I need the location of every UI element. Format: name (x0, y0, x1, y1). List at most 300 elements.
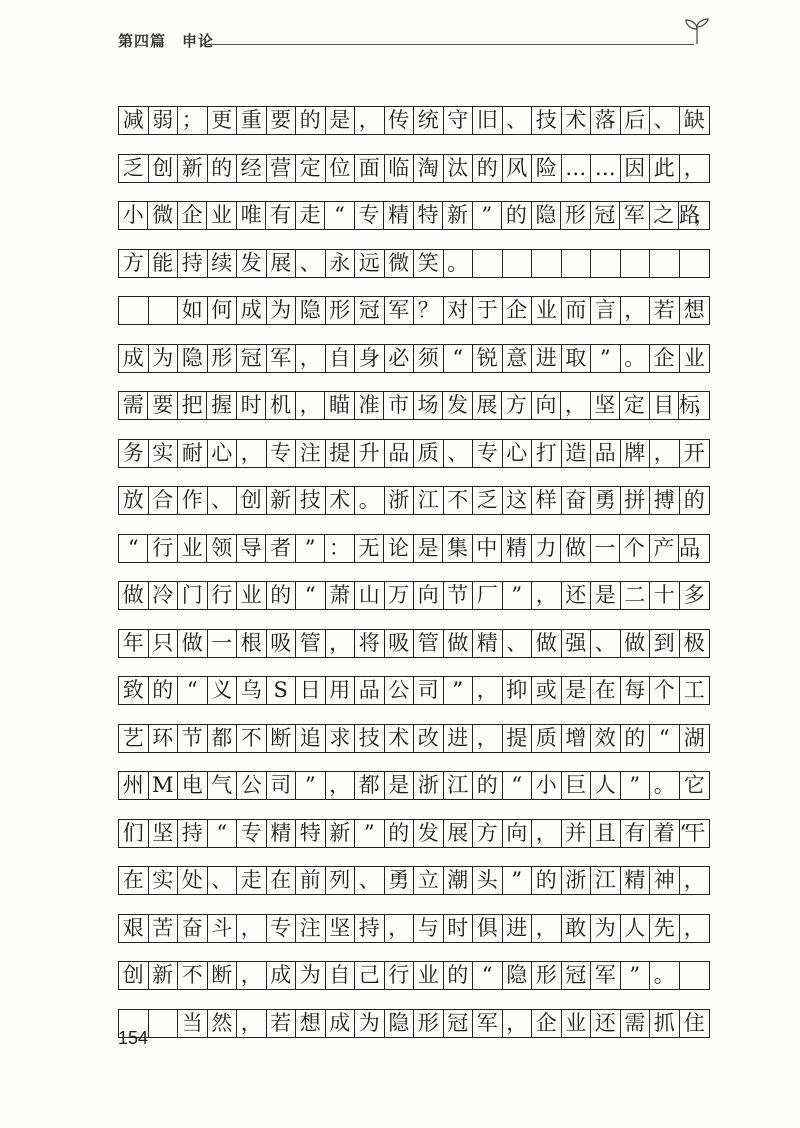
essay-grid (118, 106, 710, 1056)
grid-cell: 还 (591, 1010, 621, 1037)
grid-cell: 是 (591, 582, 621, 609)
grid-cell: 司 (267, 772, 297, 799)
grid-cell: 若 (267, 1010, 297, 1037)
grid-cell: 自 (326, 345, 356, 372)
grid-row (118, 154, 710, 183)
grid-cell: 心 (503, 440, 533, 467)
grid-cell: 做 (561, 535, 590, 562)
grid-cell: “ (119, 535, 148, 562)
grid-cell: 持 (178, 250, 208, 277)
grid-cell: 。 (650, 772, 680, 799)
grid-cell: ” (591, 345, 621, 372)
grid-cell: 、 (650, 107, 680, 134)
grid-cell: 气 (208, 772, 238, 799)
grid-cell: 一 (208, 630, 238, 657)
grid-cell: 冠 (237, 345, 267, 372)
grid-cell: 浙 (414, 772, 444, 799)
grid-cell: 须 (414, 345, 444, 372)
grid-cell: 二 (621, 582, 651, 609)
grid-cell: 。 (621, 345, 651, 372)
grid-cell: 艰 (119, 915, 149, 942)
grid-cell: 增 (562, 725, 592, 752)
grid-cell: 极 (683, 630, 705, 655)
grid-cell: 冷 (149, 582, 179, 609)
grid-cell: 小 (532, 772, 562, 799)
grid-cell: “ (473, 962, 503, 989)
grid-cell: 勇 (385, 867, 415, 894)
grid-cell: 做 (119, 582, 149, 609)
grid-cell: 神 (650, 867, 680, 894)
grid-cell: “ (178, 677, 208, 704)
grid-cell: 人 (621, 915, 651, 942)
grid-cell: 领 (207, 535, 236, 562)
grid-cell: 发 (443, 392, 472, 419)
grid-cell: ， (326, 630, 356, 657)
grid-cell: 与 (414, 915, 444, 942)
grid-cell: 之 (650, 202, 679, 229)
grid-cell: 牌 (621, 440, 651, 467)
grid-cell: 到 (650, 630, 680, 657)
grid-cell: 统 (414, 107, 444, 134)
grid-cell: 十 (650, 582, 680, 609)
grid-cell: 坚 (326, 915, 356, 942)
grid-cell: 作 (178, 487, 208, 514)
grid-cell: 放 (119, 487, 149, 514)
grid-cell: 走 (237, 867, 267, 894)
grid-cell: 江 (414, 487, 444, 514)
grid-cell: 求 (326, 725, 356, 752)
grid-cell: 术 (562, 107, 592, 134)
grid-cell: 瞄 (325, 392, 354, 419)
grid-cell (532, 250, 562, 277)
grid-cell: 、 (208, 867, 238, 894)
grid-cell: 、 (355, 867, 385, 894)
grid-cell: 为 (355, 1010, 385, 1037)
grid-cell: 向 (414, 582, 444, 609)
grid-cell: 住 (683, 1010, 705, 1035)
grid-cell: 想 (683, 298, 705, 322)
grid-cell: 处 (178, 867, 208, 894)
grid-cell: 术 (385, 725, 415, 752)
grid-cell: 成 (119, 345, 149, 372)
grid-cell: ” (355, 820, 385, 847)
grid-cell: 门 (178, 582, 208, 609)
grid-cell: ” (444, 677, 474, 704)
grid-cell: 效 (591, 725, 621, 752)
grid-cell: 、 (503, 107, 533, 134)
header-rule (204, 44, 694, 45)
grid-cell: ： (325, 535, 354, 562)
grid-row (118, 201, 710, 230)
grid-cell: 管 (414, 630, 444, 657)
grid-cell: 技 (532, 107, 562, 134)
grid-cell: 江 (591, 867, 621, 894)
grid-cell: 的 (502, 202, 531, 229)
grid-cell: 新 (149, 962, 179, 989)
grid-cell (503, 250, 533, 277)
grid-cell: ， (237, 440, 267, 467)
grid-cell: 冠 (444, 1010, 474, 1037)
grid-row (118, 629, 710, 658)
grid-row (118, 1009, 710, 1038)
grid-cell: 做 (621, 630, 651, 657)
grid-cell: 隐 (532, 202, 561, 229)
grid-cell: 。 (355, 487, 385, 514)
grid-cell: 提 (326, 440, 356, 467)
grid-cell: 新 (326, 820, 356, 847)
grid-cell: 冠 (562, 962, 592, 989)
grid-cell: 务 (119, 440, 149, 467)
grid-cell: 的 (385, 820, 415, 847)
grid-cell: 是 (326, 107, 356, 134)
grid-cell: 笑 (414, 250, 444, 277)
grid-cell: 产 (650, 535, 679, 562)
grid-cell: 都 (208, 725, 238, 752)
grid-cell: ” (621, 962, 651, 989)
grid-cell: 、 (208, 487, 238, 514)
grid-cell: 节 (178, 725, 208, 752)
grid-cell: 发 (237, 250, 267, 277)
grid-cell: 立 (414, 867, 444, 894)
grid-cell: 艺 (119, 725, 149, 752)
grid-cell: 萧 (326, 582, 356, 609)
grid-cell: 持 (355, 915, 385, 942)
grid-cell: 的 (444, 962, 474, 989)
grid-cell: ， (650, 440, 680, 467)
grid-cell: 坚 (591, 392, 620, 419)
grid-cell: 品， (679, 535, 709, 560)
grid-cell: 锐 (473, 345, 503, 372)
grid-cell: “干 (679, 820, 700, 845)
grid-cell: 专 (267, 915, 297, 942)
grid-cell: 言 (591, 297, 621, 324)
grid-cell: 品 (355, 677, 385, 704)
grid-cell: 企 (650, 345, 680, 372)
grid-cell: “ (296, 582, 326, 609)
grid-cell: S (267, 677, 297, 704)
grid-cell: 自 (326, 962, 356, 989)
grid-cell: 俱 (473, 915, 503, 942)
grid-cell: 州 (119, 772, 149, 799)
grid-cell: 做 (444, 630, 474, 657)
grid-cell: 工 (683, 678, 705, 702)
grid-cell: 更 (208, 107, 238, 134)
grid-cell: 因 (621, 155, 651, 182)
grid-row (118, 961, 710, 990)
grid-cell: 减 (119, 107, 149, 134)
grid-cell: 准 (355, 392, 384, 419)
grid-cell: 且 (591, 820, 621, 847)
grid-cell (119, 297, 149, 324)
grid-cell: 专 (267, 440, 297, 467)
grid-cell: 若 (650, 297, 680, 324)
grid-cell: 列 (326, 867, 356, 894)
grid-cell: 方 (502, 392, 531, 419)
grid-cell: 如 (178, 297, 208, 324)
grid-cell: 力 (532, 535, 561, 562)
grid-row (118, 819, 710, 848)
grid-cell: 微 (385, 250, 415, 277)
grid-cell: 多 (683, 583, 705, 607)
grid-row (118, 534, 710, 563)
grid-cell: “ (503, 772, 533, 799)
grid-cell: 打 (532, 440, 562, 467)
grid-cell: 。 (444, 250, 474, 277)
grid-cell: 改 (414, 725, 444, 752)
grid-cell: 经 (237, 155, 267, 182)
grid-row (118, 866, 710, 895)
grid-cell: 奋 (562, 487, 592, 514)
grid-cell: 做 (532, 630, 562, 657)
grid-cell: 。 (650, 962, 680, 989)
grid-cell: … (591, 155, 621, 182)
sprout-icon (682, 16, 712, 46)
grid-cell: 苦 (149, 915, 179, 942)
grid-cell: ， (237, 915, 267, 942)
grid-cell: 乏 (473, 487, 503, 514)
grid-cell: 是 (385, 772, 415, 799)
grid-cell: 的 (208, 155, 238, 182)
grid-cell: 专 (237, 820, 267, 847)
grid-cell: 浙 (562, 867, 592, 894)
grid-cell: 断 (267, 725, 297, 752)
grid-cell: 日 (296, 677, 326, 704)
grid-cell: 斗 (208, 915, 238, 942)
grid-row (118, 676, 710, 705)
grid-cell: 需 (119, 392, 148, 419)
grid-cell: 精 (267, 820, 297, 847)
grid-cell: 管 (296, 630, 326, 657)
grid-cell: 军 (473, 1010, 503, 1037)
grid-cell: 隐 (503, 962, 533, 989)
grid-cell: 创 (149, 155, 179, 182)
grid-cell: 形 (532, 962, 562, 989)
grid-cell: 能 (149, 250, 179, 277)
grid-cell: 后 (621, 107, 651, 134)
grid-cell: 精 (502, 535, 531, 562)
grid-cell: 的 (621, 725, 651, 752)
grid-cell: 进 (503, 915, 533, 942)
grid-cell: 注 (296, 440, 326, 467)
grid-cell: 无 (355, 535, 384, 562)
grid-cell: 精 (473, 630, 503, 657)
grid-cell: 军 (620, 202, 649, 229)
grid-cell: 坚 (149, 820, 179, 847)
grid-cell: ， (296, 392, 325, 419)
grid-cell: 新 (178, 155, 208, 182)
grid-cell: 向 (503, 820, 533, 847)
grid-cell: 提 (503, 725, 533, 752)
grid-cell: 临 (385, 155, 415, 182)
grid-cell: 技 (296, 487, 326, 514)
grid-cell: ” (296, 535, 325, 562)
grid-cell: 专 (355, 202, 384, 229)
grid-cell: 个 (620, 535, 649, 562)
grid-cell: 想 (296, 1010, 326, 1037)
grid-cell: 的 (149, 677, 179, 704)
grid-cell: 的 (267, 582, 297, 609)
grid-cell: 时 (237, 392, 266, 419)
grid-cell: 为 (149, 345, 179, 372)
grid-cell: 环 (149, 725, 179, 752)
grid-cell: 抑 (503, 677, 533, 704)
grid-cell: ” (503, 582, 533, 609)
grid-cell: 专 (473, 440, 503, 467)
grid-cell: 电 (178, 772, 208, 799)
grid-cell: 的 (473, 155, 503, 182)
grid-cell: 山 (355, 582, 385, 609)
grid-cell: 业 (237, 582, 267, 609)
grid-cell: 品 (591, 440, 621, 467)
grid-cell: 企 (532, 1010, 562, 1037)
grid-cell: 用 (326, 677, 356, 704)
grid-cell: 将 (355, 630, 385, 657)
grid-row (118, 914, 710, 943)
grid-cell: 于 (473, 297, 503, 324)
grid-cell: 汰 (444, 155, 474, 182)
grid-cell: ， (561, 392, 590, 419)
grid-cell: 形 (414, 1010, 444, 1037)
grid-cell: ， (532, 915, 562, 942)
grid-cell: 业 (178, 535, 207, 562)
grid-cell: 弱 (149, 107, 179, 134)
grid-cell: 隐 (178, 345, 208, 372)
grid-cell: 实 (149, 440, 179, 467)
grid-row (118, 249, 710, 278)
grid-cell: 走 (296, 202, 325, 229)
grid-cell: ， (326, 772, 356, 799)
grid-cell: 需 (621, 1010, 651, 1037)
grid-cell: 是 (562, 677, 592, 704)
grid-cell: “ (650, 725, 680, 752)
grid-cell: 业 (414, 962, 444, 989)
grid-cell: “ (325, 202, 354, 229)
grid-cell: 形 (561, 202, 590, 229)
grid-cell: 不 (444, 487, 474, 514)
grid-cell: 隐 (296, 297, 326, 324)
grid-cell: 守 (444, 107, 474, 134)
grid-cell: 者 (266, 535, 295, 562)
grid-cell: 浙 (385, 487, 415, 514)
grid-cell: 业 (683, 345, 705, 370)
grid-cell (149, 297, 179, 324)
grid-cell: 还 (562, 582, 592, 609)
grid-cell: 机 (266, 392, 295, 419)
grid-cell: ， (385, 915, 415, 942)
grid-cell: 的 (683, 488, 705, 512)
grid-cell: 品 (385, 440, 415, 467)
grid-cell: 人 (591, 772, 621, 799)
section-title: 第四篇 申论 (118, 32, 215, 50)
grid-cell: 精 (621, 867, 651, 894)
grid-cell: ， (237, 962, 267, 989)
grid-cell: 根 (237, 630, 267, 657)
grid-cell: 不 (237, 725, 267, 752)
grid-cell: 质 (532, 725, 562, 752)
grid-cell (680, 250, 710, 277)
grid-cell: 当 (178, 1010, 208, 1037)
grid-cell: 着 (650, 820, 680, 847)
grid-cell: ， (473, 725, 503, 752)
grid-cell: 中 (473, 535, 502, 562)
grid-cell: 持 (178, 820, 208, 847)
grid-cell: 意 (503, 345, 533, 372)
grid-cell: 路， (679, 203, 709, 227)
grid-cell: 万 (385, 582, 415, 609)
grid-cell: 这 (503, 487, 533, 514)
grid-cell: “ (208, 820, 238, 847)
grid-cell (149, 1010, 179, 1037)
grid-cell: 心 (208, 440, 238, 467)
grid-cell: 永 (326, 250, 356, 277)
grid-cell: M (149, 772, 179, 799)
grid-cell: 强 (562, 630, 592, 657)
grid-cell: 军 (267, 345, 297, 372)
grid-cell: 新 (267, 487, 297, 514)
grid-cell: 要 (267, 107, 297, 134)
grid-cell: ， (355, 107, 385, 134)
grid-cell: 企 (503, 297, 533, 324)
grid-cell: 厂 (473, 582, 503, 609)
grid-cell: ， (683, 155, 705, 180)
grid-row (118, 296, 710, 325)
grid-cell: 断 (208, 962, 238, 989)
grid-cell: ； (178, 107, 208, 134)
grid-cell (591, 250, 621, 277)
grid-cell: 、 (296, 250, 326, 277)
grid-cell: ， (683, 915, 705, 940)
grid-cell: ” (296, 772, 326, 799)
grid-cell: 方 (119, 250, 149, 277)
grid-cell: 耐 (178, 440, 208, 467)
grid-cell: 勇 (591, 487, 621, 514)
grid-row (118, 439, 710, 468)
grid-cell: 何 (208, 297, 238, 324)
grid-cell: 时 (444, 915, 474, 942)
grid-cell: 微 (148, 202, 177, 229)
grid-cell: 敢 (562, 915, 592, 942)
grid-row (118, 771, 710, 800)
grid-cell: 为 (267, 297, 297, 324)
grid-row (118, 724, 710, 753)
grid-cell: 业 (532, 297, 562, 324)
grid-cell: 行 (148, 535, 177, 562)
grid-cell: 们 (119, 820, 149, 847)
grid-cell: 把 (178, 392, 207, 419)
grid-cell: 不 (178, 962, 208, 989)
grid-cell (621, 250, 651, 277)
grid-cell: 成 (267, 962, 297, 989)
grid-cell: ， (532, 582, 562, 609)
grid-cell: 义 (208, 677, 238, 704)
grid-cell: 注 (296, 915, 326, 942)
grid-cell: 江 (444, 772, 474, 799)
grid-cell: 质 (414, 440, 444, 467)
grid-cell: 在 (119, 867, 149, 894)
grid-cell: 续 (208, 250, 238, 277)
grid-cell: 为 (591, 915, 621, 942)
grid-cell (680, 962, 710, 989)
grid-cell: 险 (532, 155, 562, 182)
grid-cell: 场 (414, 392, 443, 419)
grid-cell: 巨 (562, 772, 592, 799)
grid-cell: ” (503, 867, 533, 894)
grid-cell: 技 (355, 725, 385, 752)
grid-cell: 取 (562, 345, 592, 372)
grid-cell: 冠 (355, 297, 385, 324)
grid-cell: ， (532, 820, 562, 847)
grid-cell: 升 (355, 440, 385, 467)
